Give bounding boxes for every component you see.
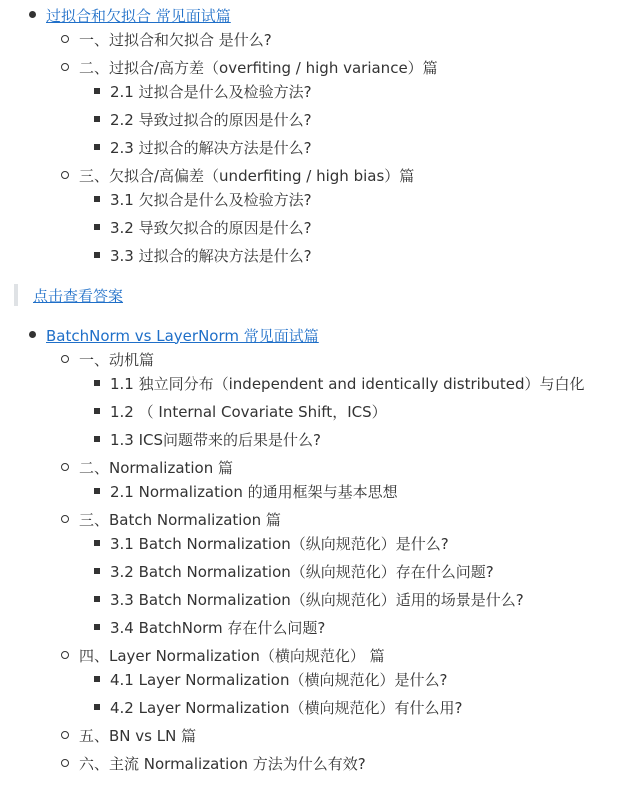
blockquote-bar (14, 284, 18, 306)
bullet-square (94, 408, 100, 414)
bullet-square (94, 436, 100, 442)
bullet-circle (61, 35, 69, 43)
list-item: 2.2 导致过拟合的原因是什么? (110, 110, 312, 129)
section1-title-row (46, 3, 231, 27)
section1-q2-label: 二、过拟合/高方差（overfiting / high variance）篇 (79, 58, 438, 77)
bullet-circle (61, 63, 69, 71)
view-answer-link[interactable]: 点击查看答案 (33, 286, 124, 305)
bullet-square (94, 676, 100, 682)
list-item: 3.3 Batch Normalization（纵向规范化）适用的场景是什么? (110, 590, 524, 609)
section2-title-row (46, 323, 319, 347)
bullet-square (94, 224, 100, 230)
bullet-square (94, 88, 100, 94)
bullet-square (94, 568, 100, 574)
bullet-circle (61, 515, 69, 523)
bullet-square (94, 596, 100, 602)
list-item: 2.1 Normalization 的通用框架与基本思想 (110, 482, 398, 501)
list-item: 3.1 Batch Normalization（纵向规范化）是什么? (110, 534, 449, 553)
section2-g6: 六、主流 Normalization 方法为什么有效? (79, 754, 366, 773)
section2-g3-label: 三、Batch Normalization 篇 (79, 510, 281, 529)
section2-g1-label: 一、动机篇 (79, 350, 155, 369)
list-item: 3.4 BatchNorm 存在什么问题? (110, 618, 326, 637)
bullet-circle (61, 651, 69, 659)
section1-title-link[interactable]: 过拟合和欠拟合 常见面试篇 (46, 6, 231, 25)
bullet-square (94, 380, 100, 386)
list-item: 1.3 ICS问题带来的后果是什么? (110, 430, 322, 449)
list-item: 3.1 欠拟合是什么及检验方法? (110, 190, 312, 209)
list-item: 3.3 过拟合的解决方法是什么? (110, 246, 312, 265)
list-item: 4.2 Layer Normalization（横向规范化）有什么用? (110, 698, 463, 717)
bullet-circle (61, 731, 69, 739)
bullet-disc (29, 331, 36, 338)
bullet-square (94, 540, 100, 546)
bullet-square (94, 144, 100, 150)
list-item: 4.1 Layer Normalization（横向规范化）是什么? (110, 670, 448, 689)
section2-g5: 五、BN vs LN 篇 (79, 726, 197, 745)
bullet-square (94, 116, 100, 122)
list-item: 2.1 过拟合是什么及检验方法? (110, 82, 312, 101)
bullet-circle (61, 355, 69, 363)
list-item: 2.3 过拟合的解决方法是什么? (110, 138, 312, 157)
blockquote (33, 283, 123, 307)
section2-title-link[interactable]: BatchNorm vs LayerNorm 常见面试篇 (46, 326, 319, 345)
bullet-square (94, 488, 100, 494)
section1-q1: 一、过拟合和欠拟合 是什么? (79, 30, 272, 49)
bullet-square (94, 704, 100, 710)
bullet-disc (29, 11, 36, 18)
section2-g2-label: 二、Normalization 篇 (79, 458, 234, 477)
bullet-circle (61, 463, 69, 471)
bullet-square (94, 252, 100, 258)
bullet-circle (61, 759, 69, 767)
list-item: 3.2 Batch Normalization（纵向规范化）存在什么问题? (110, 562, 494, 581)
bullet-circle (61, 171, 69, 179)
section1-q3-label: 三、欠拟合/高偏差（underfiting / high bias）篇 (79, 166, 415, 185)
list-item: 1.1 独立同分布（independent and identically distributed）与白化 (110, 374, 585, 393)
list-item: 1.2 （ Internal Covariate Shift，ICS） (110, 402, 387, 421)
bullet-square (94, 196, 100, 202)
list-item: 3.2 导致欠拟合的原因是什么? (110, 218, 312, 237)
bullet-square (94, 624, 100, 630)
section2-g4-label: 四、Layer Normalization（横向规范化） 篇 (79, 646, 385, 665)
